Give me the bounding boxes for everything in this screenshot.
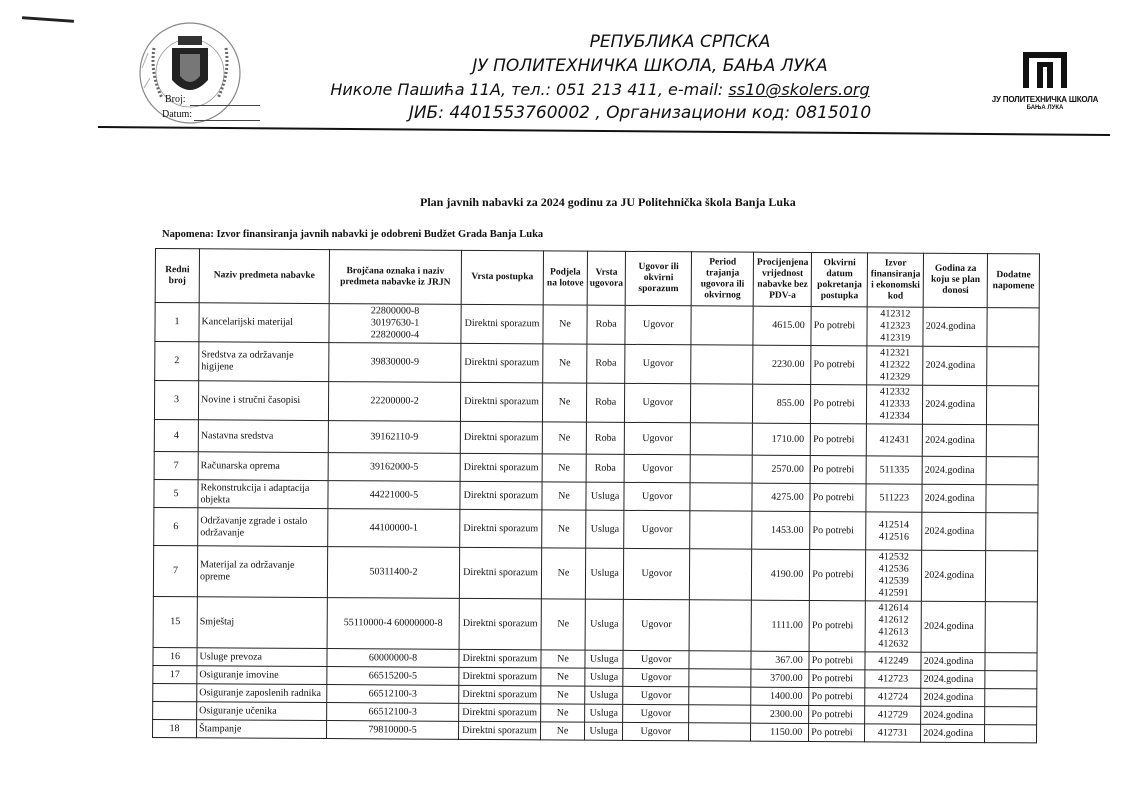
letterhead	[300, 32, 940, 123]
row-number-cell: 7	[154, 451, 198, 479]
funding-note	[162, 229, 543, 240]
plan-year-cell: 2024.godina	[921, 670, 985, 688]
letterhead-divider	[98, 126, 1110, 136]
item-name-cell: Osiguranje imovine	[197, 666, 327, 685]
lots-cell: Ne	[543, 344, 587, 383]
period-cell	[691, 345, 753, 384]
item-name-cell: Smještaj	[197, 597, 327, 649]
cpv-code-cell: 66512100-3	[327, 685, 459, 704]
plan-year-cell: 2024.godina	[923, 346, 987, 385]
plan-year-cell: 2024.godina	[921, 601, 985, 652]
cpv-code-cell: 50311400-2	[327, 547, 459, 599]
contract-type-cell: Usluga	[585, 650, 623, 668]
cpv-code-cell: 39162000-5	[328, 453, 460, 482]
school-logo	[980, 50, 1110, 111]
funding-code-cell: 511223	[866, 484, 922, 512]
contract-cell: Ugovor	[624, 548, 690, 599]
contract-cell: Ugovor	[624, 454, 690, 482]
school-address	[260, 80, 940, 99]
document-title: Plan javnih nabavki za 2024 godinu za JU Politehnička škola Banja Luka	[420, 195, 796, 209]
value-cell: 855.00	[753, 384, 811, 423]
lots-cell: Ne	[542, 454, 586, 482]
start-date-cell: Po potrebi	[809, 688, 865, 706]
lots-cell: Ne	[541, 668, 585, 686]
table-row	[154, 381, 1038, 425]
lots-cell: Ne	[542, 383, 586, 422]
cpv-code-cell: 39830000-9	[329, 343, 461, 383]
procedure-cell: Direktni sporazum	[460, 481, 542, 510]
header-cell: Izvor finansiranja i ekonomski kod	[867, 253, 923, 307]
email-link[interactable]: ss10@skolers.org	[728, 80, 870, 99]
note-label: Napomena:	[162, 229, 214, 240]
period-cell	[690, 455, 752, 483]
period-cell	[689, 687, 751, 705]
funding-code-cell: 412321 412322 412329	[867, 346, 923, 385]
cpv-code-cell: 55110000-4 60000000-8	[327, 598, 459, 650]
table-body	[153, 303, 1040, 743]
header-cell: Redni broj	[155, 249, 199, 303]
value-cell: 2300.00	[751, 705, 809, 723]
contract-type-cell: Roba	[587, 344, 625, 383]
procedure-cell: Direktni sporazum	[459, 685, 541, 704]
item-name-cell: Sredstva za održavanje higijene	[199, 342, 329, 382]
procedure-cell: Direktni sporazum	[460, 421, 542, 454]
funding-code-cell: 412532 412536 412539 412591	[866, 550, 922, 601]
notes-cell	[987, 347, 1039, 386]
contract-type-cell: Usluga	[586, 482, 624, 510]
period-cell	[690, 511, 752, 549]
datum-line	[194, 120, 260, 121]
lots-cell: Ne	[541, 722, 585, 740]
item-name-cell: Održavanje zgrade i ostalo održavanje	[198, 508, 328, 547]
contract-cell: Ugovor	[625, 344, 691, 383]
row-number-cell: 15	[153, 596, 197, 647]
notes-cell	[986, 551, 1038, 602]
table-row	[154, 419, 1038, 456]
header-cell: Vrsta ugovora	[587, 251, 626, 305]
funding-code-cell: 412249	[865, 652, 921, 670]
contract-cell: Ugovor	[623, 650, 689, 668]
notes-cell	[985, 707, 1037, 725]
contract-cell: Ugovor	[625, 383, 691, 422]
lots-cell: Ne	[542, 510, 586, 548]
contract-type-cell: Usluga	[585, 668, 623, 686]
lots-cell: Ne	[543, 305, 587, 344]
contract-type-cell: Usluga	[585, 548, 624, 599]
value-cell: 1710.00	[752, 423, 810, 455]
cpv-code-cell: 39162110-9	[328, 421, 460, 454]
plan-year-cell: 2024.godina	[923, 385, 987, 424]
item-name-cell: Materijal za održavanje opreme	[197, 546, 327, 598]
notes-cell	[986, 485, 1038, 513]
value-cell: 4190.00	[752, 549, 810, 600]
school-logo-icon	[1019, 50, 1071, 90]
school-name: ЈУ ПОЛИТЕХНИЧКА ШКОЛА, БАЊА ЛУКА	[472, 56, 828, 76]
period-cell	[689, 651, 751, 669]
value-cell: 1400.00	[751, 687, 809, 705]
notes-cell	[987, 386, 1039, 425]
value-cell: 1453.00	[752, 511, 810, 549]
value-cell: 2230.00	[753, 345, 811, 384]
item-name-cell: Osiguranje zaposlenih radnika	[197, 684, 327, 703]
scan-mark	[22, 16, 74, 23]
table-row	[154, 507, 1038, 550]
start-date-cell: Po potrebi	[810, 484, 866, 512]
value-cell: 1150.00	[751, 723, 809, 741]
header-cell: Vrsta postupka	[461, 250, 543, 304]
plan-year-cell: 2024.godina	[922, 550, 986, 601]
funding-code-cell: 511335	[866, 456, 922, 484]
procedure-cell: Direktni sporazum	[461, 343, 543, 383]
plan-year-cell: 2024.godina	[921, 724, 985, 742]
item-name-cell: Osiguranje učenika	[197, 702, 327, 721]
plan-year-cell: 2024.godina	[921, 706, 985, 724]
funding-code-cell: 412729	[865, 706, 921, 724]
procedure-cell: Direktni sporazum	[459, 703, 541, 722]
row-number-cell: 18	[153, 719, 197, 737]
funding-code-cell: 412614 412612 412613 412632	[865, 601, 921, 652]
header-cell: Godina za koju se plan donosi	[923, 253, 987, 307]
notes-cell	[985, 671, 1037, 689]
header-cell: Okvirni datum pokretanja postupka	[811, 253, 867, 307]
funding-code-cell: 412431	[866, 424, 922, 456]
lots-cell: Ne	[541, 650, 585, 668]
contract-cell: Ugovor	[625, 305, 691, 344]
contract-type-cell: Usluga	[586, 510, 624, 548]
broj-line	[190, 105, 260, 106]
start-date-cell: Po potrebi	[809, 652, 865, 670]
procurement-table-wrapper	[152, 248, 1040, 743]
value-cell: 4615.00	[753, 306, 811, 345]
period-cell	[690, 423, 752, 455]
row-number-cell: 4	[154, 419, 198, 451]
procedure-cell: Direktni sporazum	[460, 453, 542, 482]
contract-cell: Ugovor	[624, 482, 690, 510]
notes-cell	[985, 653, 1037, 671]
contract-type-cell: Usluga	[585, 599, 624, 650]
cpv-code-cell: 66512100-3	[327, 703, 459, 722]
logo-school-name: ЈУ ПОЛИТЕХНИЧКА ШКОЛА	[991, 95, 1099, 104]
plan-year-cell: 2024.godina	[922, 512, 986, 550]
period-cell	[689, 600, 751, 651]
start-date-cell: Po potrebi	[809, 724, 865, 742]
notes-cell	[986, 457, 1038, 485]
row-number-cell	[153, 683, 197, 701]
start-date-cell: Po potrebi	[809, 601, 865, 652]
address-text: Николе Пашића 11А, тел.: 051 213 411, e-mail:	[330, 80, 724, 99]
value-cell: 2570.00	[752, 455, 810, 483]
period-cell	[690, 549, 752, 600]
lots-cell: Ne	[541, 548, 585, 599]
funding-code-cell: 412723	[865, 670, 921, 688]
item-name-cell: Kancelarijski materijal	[199, 303, 329, 343]
table-row	[155, 342, 1039, 386]
school-ids: ЈИБ: 4401553760002 , Организациони код: 0815010	[408, 103, 872, 123]
notes-cell	[985, 689, 1037, 707]
row-number-cell	[153, 701, 197, 719]
row-number-cell: 16	[153, 647, 197, 665]
item-name-cell: Usluge prevoza	[197, 648, 327, 667]
row-number-cell: 17	[153, 665, 197, 683]
procedure-cell: Direktni sporazum	[460, 382, 542, 422]
logo-city-name: БАЊА ЛУКА	[1026, 105, 1064, 111]
plan-year-cell: 2024.godina	[922, 456, 986, 484]
lots-cell: Ne	[541, 599, 585, 650]
period-cell	[691, 306, 753, 345]
value-cell: 367.00	[751, 651, 809, 669]
contract-cell: Ugovor	[623, 599, 689, 650]
contract-cell: Ugovor	[623, 722, 689, 740]
item-name-cell: Novine i stručni časopisi	[198, 381, 328, 421]
start-date-cell: Po potrebi	[810, 550, 866, 601]
procedure-cell: Direktni sporazum	[460, 509, 542, 548]
contract-type-cell: Roba	[587, 305, 625, 344]
plan-year-cell: 2024.godina	[921, 688, 985, 706]
procurement-table	[152, 248, 1040, 743]
start-date-cell: Po potrebi	[810, 456, 866, 484]
procedure-cell: Direktni sporazum	[459, 721, 541, 740]
start-date-cell: Po potrebi	[811, 346, 867, 385]
datum-label: Datum:	[162, 109, 192, 120]
table-header-row	[155, 249, 1040, 308]
funding-code-cell: 412312 412323 412319	[867, 307, 923, 346]
contract-type-cell: Roba	[586, 422, 624, 454]
start-date-cell: Po potrebi	[811, 385, 867, 424]
contract-type-cell: Roba	[586, 454, 624, 482]
row-number-cell: 5	[154, 479, 198, 507]
procedure-cell: Direktni sporazum	[459, 547, 541, 598]
funding-code-cell: 412332 412333 412334	[867, 385, 923, 424]
row-number-cell: 7	[153, 545, 197, 596]
contract-type-cell: Usluga	[585, 686, 623, 704]
procedure-cell: Direktni sporazum	[459, 598, 541, 649]
header-cell: Ugovor ili okvirni sporazum	[625, 251, 691, 305]
start-date-cell: Po potrebi	[811, 307, 867, 346]
cpv-code-cell: 44100000-1	[328, 509, 460, 548]
cpv-code-cell: 66515200-5	[327, 667, 459, 686]
contract-cell: Ugovor	[624, 422, 690, 454]
procedure-cell: Direktni sporazum	[461, 304, 543, 344]
row-number-cell: 3	[154, 381, 198, 420]
row-number-cell: 1	[155, 303, 199, 342]
contract-cell: Ugovor	[623, 668, 689, 686]
period-cell	[689, 723, 751, 741]
contract-type-cell: Usluga	[585, 704, 623, 722]
contract-cell: Ugovor	[624, 510, 690, 548]
item-name-cell: Računarska oprema	[198, 452, 328, 481]
contract-cell: Ugovor	[623, 686, 689, 704]
notes-cell	[986, 513, 1038, 551]
period-cell	[691, 384, 753, 423]
header-cell: Period trajanja ugovora ili okvirnog	[691, 252, 753, 306]
value-cell: 3700.00	[751, 669, 809, 687]
procedure-cell: Direktni sporazum	[459, 667, 541, 686]
start-date-cell: Po potrebi	[810, 424, 866, 456]
lots-cell: Ne	[542, 482, 586, 510]
start-date-cell: Po potrebi	[809, 670, 865, 688]
note-text: Izvor finansiranja javnih nabavki je odobreni Budžet Grada Banja Luka	[213, 229, 544, 240]
cpv-code-cell: 79810000-5	[327, 721, 459, 740]
value-cell: 1111.00	[751, 600, 809, 651]
header-cell: Procijenjena vrijednost nabavke bez PDV-a	[753, 252, 811, 306]
item-name-cell: Štampanje	[197, 720, 327, 739]
lots-cell: Ne	[541, 686, 585, 704]
plan-year-cell: 2024.godina	[922, 484, 986, 512]
cpv-code-cell: 22800000-8 30197630-1 22820000-4	[329, 304, 461, 344]
cpv-code-cell: 22200000-2	[328, 382, 460, 422]
republic-name: РЕПУБЛИКА СРПСКА	[589, 32, 771, 52]
procedure-cell: Direktni sporazum	[459, 649, 541, 668]
funding-code-cell: 412514 412516	[866, 512, 922, 550]
contract-cell: Ugovor	[623, 704, 689, 722]
start-date-cell: Po potrebi	[810, 512, 866, 550]
plan-year-cell: 2024.godina	[921, 652, 985, 670]
value-cell: 4275.00	[752, 483, 810, 511]
period-cell	[690, 483, 752, 511]
notes-cell	[985, 602, 1037, 653]
cpv-code-cell: 60000000-8	[327, 649, 459, 668]
funding-code-cell: 412731	[865, 724, 921, 742]
table-row	[155, 303, 1039, 347]
start-date-cell: Po potrebi	[809, 706, 865, 724]
funding-code-cell: 412724	[865, 688, 921, 706]
row-number-cell: 2	[155, 342, 199, 381]
plan-year-cell: 2024.godina	[923, 307, 987, 346]
notes-cell	[987, 308, 1039, 347]
period-cell	[689, 669, 751, 687]
lots-cell: Ne	[541, 704, 585, 722]
plan-year-cell: 2024.godina	[922, 424, 986, 456]
lots-cell: Ne	[542, 422, 586, 454]
item-name-cell: Nastavna sredstva	[198, 420, 328, 453]
cpv-code-cell: 44221000-5	[328, 481, 460, 510]
table-row	[153, 596, 1038, 652]
header-cell: Naziv predmeta nabavke	[199, 249, 329, 304]
header-cell: Brojčana oznaka i naziv predmeta nabavke iz JRJN	[329, 250, 461, 305]
notes-cell	[986, 425, 1038, 457]
notes-cell	[985, 725, 1037, 743]
header-cell: Podjela na lotove	[543, 251, 587, 305]
header-cell: Dodatne napomene	[987, 254, 1039, 308]
table-row	[153, 545, 1038, 601]
contract-type-cell: Usluga	[585, 722, 623, 740]
item-name-cell: Rekonstrukcija i adaptacija objekta	[198, 480, 328, 509]
contract-type-cell: Roba	[586, 383, 624, 422]
period-cell	[689, 705, 751, 723]
row-number-cell: 6	[154, 507, 198, 545]
broj-label: Broj:	[165, 94, 186, 105]
